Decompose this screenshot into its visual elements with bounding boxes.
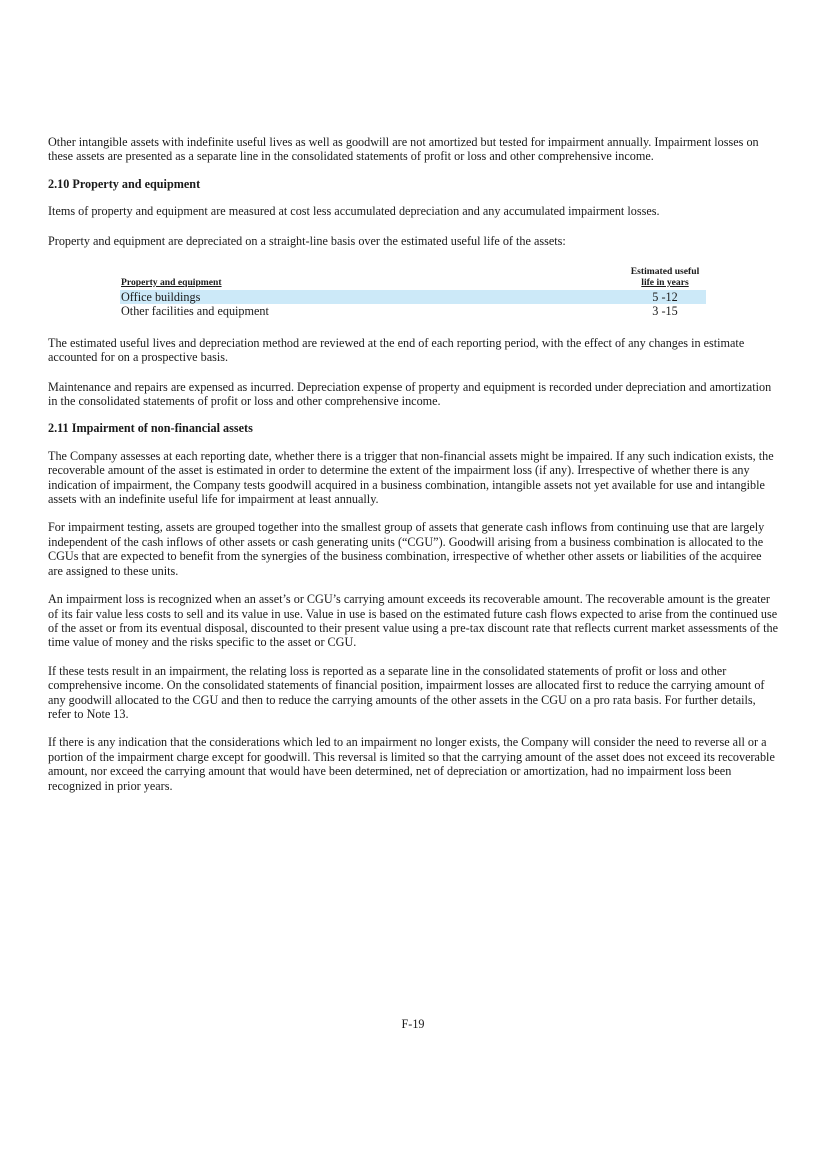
heading-property-and-equipment: 2.10 Property and equipment xyxy=(48,176,201,191)
page-number: F-19 xyxy=(401,1017,425,1031)
useful-life-table xyxy=(120,265,706,319)
paragraph-impairment-allocation: If these tests result in an impairment, the relating loss is reported as a separate line in the consolidated statements of profit or loss and other comprehensive income. On the consolidated statements of financial position, impairment losses are allocated first to reduce the carrying amount of any goodwill allocated to the CGU and then to reduce the carrying amounts of the other assets in the CGU on a pro rata basis. For further details, refer to Note 13. xyxy=(48,663,765,721)
paragraph-impairment-reversal: If there is any indication that the considerations which led to an impairment no longer exists, the Company will consider the need to reverse all or a portion of the impairment charge except for goodwill. This reversal is limited so that the carrying amount of the asset does not exceed its recoverable amount, nor exceed the carrying amount that would have been determined, net of depreciation or amortization, had no impairment loss been recognized in prior years. xyxy=(48,735,775,793)
paragraph-impairment-testing: For impairment testing, assets are grouped together into the smallest group of assets that generate cash inflows from continuing use that are largely independent of the cash inflows of other assets or cash generating units (“CGU”). Goodwill arising from a business combination is allocated to the CGUs that are expected to benefit from the synergies of the business combination, irrespective of whether other assets or liabilities of the acquiree are assigned to these units. xyxy=(48,520,765,578)
table-cell-value: 3 -15 xyxy=(652,304,678,319)
page-content xyxy=(48,135,778,793)
table-cell-label: Other facilities and equipment xyxy=(121,304,269,319)
table-header-useful-life-line2: life in years xyxy=(641,276,689,288)
table-cell-label: Office buildings xyxy=(121,290,201,305)
table-header-property: Property and equipment xyxy=(121,276,222,288)
table-header-useful-life xyxy=(624,267,706,288)
table-row xyxy=(120,304,706,318)
heading-impairment-non-financial: 2.11 Impairment of non-financial assets xyxy=(48,421,253,436)
table-header-useful-life-line1: Estimated useful xyxy=(630,266,700,278)
useful-life-table-header xyxy=(120,265,706,290)
paragraph-impairment-assessment: The Company assesses at each reporting date, whether there is a trigger that non-financial assets might be impaired. If any such indication exists, the recoverable amount of the asset is estimated in order to determine the extent of the impairment loss (if any). Irrespective of whether there is any indication of impairment, the Company tests goodwill acquired in a business combination, intangible assets not yet available for use and intangible assets with an indefinite useful life for impairment at least annually. xyxy=(48,448,774,507)
table-cell-value: 5 -12 xyxy=(652,290,678,305)
paragraph-impairment-loss: An impairment loss is recognized when an asset’s or CGU’s carrying amount exceeds its recoverable amount. The recoverable amount is the greater of its fair value less costs to sell and its value in use. Value in use is based on the estimated future cash flows expected to arise from the continued use of the asset or from its eventual disposal, discounted to their present value using a pre-tax discount rate that reflects current market assessments of the time value of money and the risks specific to the asset or CGU. xyxy=(48,592,779,650)
paragraph-intangible-assets: Other intangible assets with indefinite useful lives as well as goodwill are not amortized but tested for impairment annually. Impairment losses on these assets are presented as a separate line in the consolidated statements of profit or loss and other comprehensive income. xyxy=(48,135,759,164)
paragraph-useful-lives-review: The estimated useful lives and depreciation method are reviewed at the end of each reporting period, with the effect of any changes in estimate accounted for on a prospective basis. xyxy=(48,335,745,365)
paragraph-maintenance-repairs: Maintenance and repairs are expensed as incurred. Depreciation expense of property and equipment is recorded under depreciation and amortization in the consolidated statements of profit or loss and other comprehensive income. xyxy=(48,379,772,409)
paragraph-measurement: Items of property and equipment are measured at cost less accumulated depreciation and any accumulated impairment losses. xyxy=(48,204,660,219)
paragraph-depreciation-basis: Property and equipment are depreciated on a straight-line basis over the estimated useful life of the assets: xyxy=(48,233,566,248)
table-row xyxy=(120,290,706,304)
